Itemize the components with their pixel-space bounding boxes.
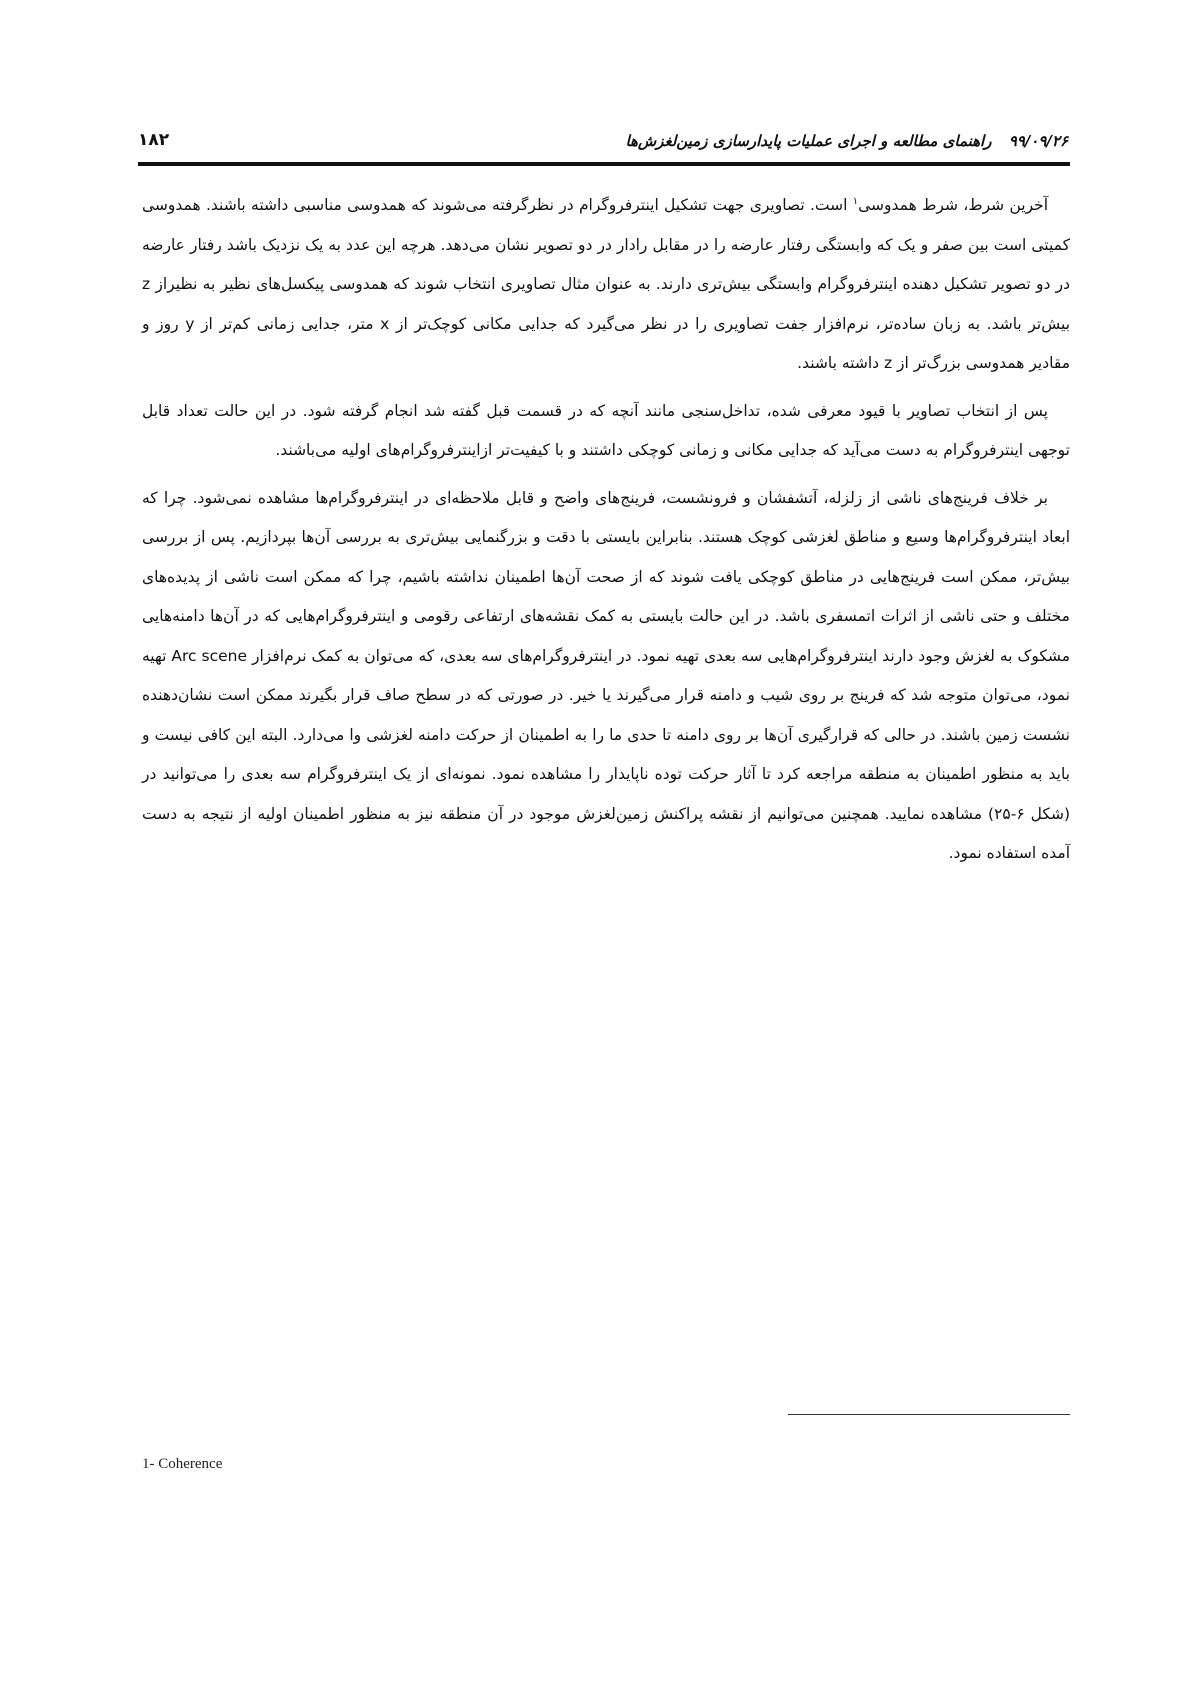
paragraph-text: است. تصاویری جهت تشکیل اینترفروگرام در نظرگرفته می‌شوند که همدوسی مناسبی داشته باشند. همدوسی کمیتی است بین صفر و یک که وابستگی رفتار عارضه را در مقابل رادار در دو تصویر نشان می‌دهد. هرچه این عدد به یک نزدیک باشد رفتار عارضه در دو تصویر تشکیل دهنده اینترفروگرام وابستگی بیش‌تری دارند. به عنوان مثال تصاویری انتخاب شوند که همدوسی پیکسل‌های نظیر به نظیراز z بیش‌تر باشد. به زبان ساده‌تر، نرم‌افزار جفت تصاویری را در نظر می‌گیرد که جدایی مکانی کوچک‌تر از x متر، جدایی زمانی کم‌تر از y روز و مقادیر همدوسی بزرگ‌تر از z داشته باشند.	[142, 196, 1071, 372]
header-title: راهنمای مطالعه و اجرای عملیات پایدارسازی زمین‌لغزش‌ها	[625, 132, 992, 150]
paragraph	[142, 186, 1070, 384]
header-rule	[138, 162, 1070, 166]
running-header	[625, 132, 1070, 150]
paragraph: پس از انتخاب تصاویر با قیود معرفی شده، تداخل‌سنجی مانند آنچه که در قسمت قبل گفته شد انجام گرفته شود. در این حالت تعداد قابل توجهی اینترفروگرام به دست می‌آید که جدایی مکانی و زمانی کوچکی داشتند و با کیفیت‌تر ازاینترفروگرام‌های اولیه می‌باشند.	[142, 401, 1070, 459]
page-header	[138, 118, 1070, 166]
paragraph-text: آخرین شرط، شرط همدوسی	[858, 196, 1049, 214]
footnote: 1- Coherence	[142, 1456, 223, 1472]
page-number: ۱۸۲	[138, 130, 170, 150]
header-date: ۹۹/۰۹/۲۶	[1008, 132, 1068, 150]
footnote-rule	[788, 1414, 1070, 1415]
paragraph: بر خلاف فرینج‌های ناشی از زلزله، آتشفشان و فرونشست، فرینج‌های واضح و قابل ملاحظه‌ای در اینترفروگرام‌ها مشاهده نمی‌شود. چرا که ابعاد اینترفروگرام‌ها وسیع و مناطق لغزشی کوچک هستند. بنابراین بایستی با دقت و بزرگنمایی بیش‌تری به بررسی آن‌ها بپردازیم. پس از بررسی بیش‌تر، ممکن است فرینج‌هایی در مناطق کوچکی یافت شوند که از صحت آن‌ها اطمینان نداشته باشیم، چرا که ممکن است ناشی از پدیده‌های مختلف و حتی ناشی از اثرات اتمسفری باشد. در این حالت بایستی به کمک نقشه‌های ارتفاعی رقومی و اینترفروگرام‌هایی که در آن‌ها دامنه‌هایی مشکوک به لغزش وجود دارند اینترفروگرام‌هایی سه بعدی تهیه نمود. در اینترفروگرام‌های سه بعدی، که می‌توان به کمک نرم‌افزار Arc scene تهیه نمود، می‌توان متوجه شد که فرینج بر روی شیب و دامنه قرار می‌گیرند یا خیر. در صورتی که در سطح صاف قرار بگیرند ممکن است نشان‌دهنده نشست زمین باشند. در حالی که قرارگیری آن‌ها بر روی دامنه تا حدی ما را به اطمینان از حرکت دامنه لغزشی وا می‌دارد. البته این کافی نیست و باید به منظور اطمینان به منطقه مراجعه کرد تا آثار حرکت توده ناپایدار را مشاهده نمود. نمونه‌ای از یک اینترفروگرام سه بعدی را می‌توانید در (شکل ۶-۲۵) مشاهده نمایید. همچنین می‌توانیم از نقشه پراکنش زمین‌لغزش موجود در آن منطقه نیز به منظور اطمینان اولیه از نتیجه به دست آمده استفاده نمود.	[142, 488, 1071, 862]
body-text	[142, 186, 1070, 882]
footnote-reference[interactable]: ۱	[852, 195, 859, 207]
